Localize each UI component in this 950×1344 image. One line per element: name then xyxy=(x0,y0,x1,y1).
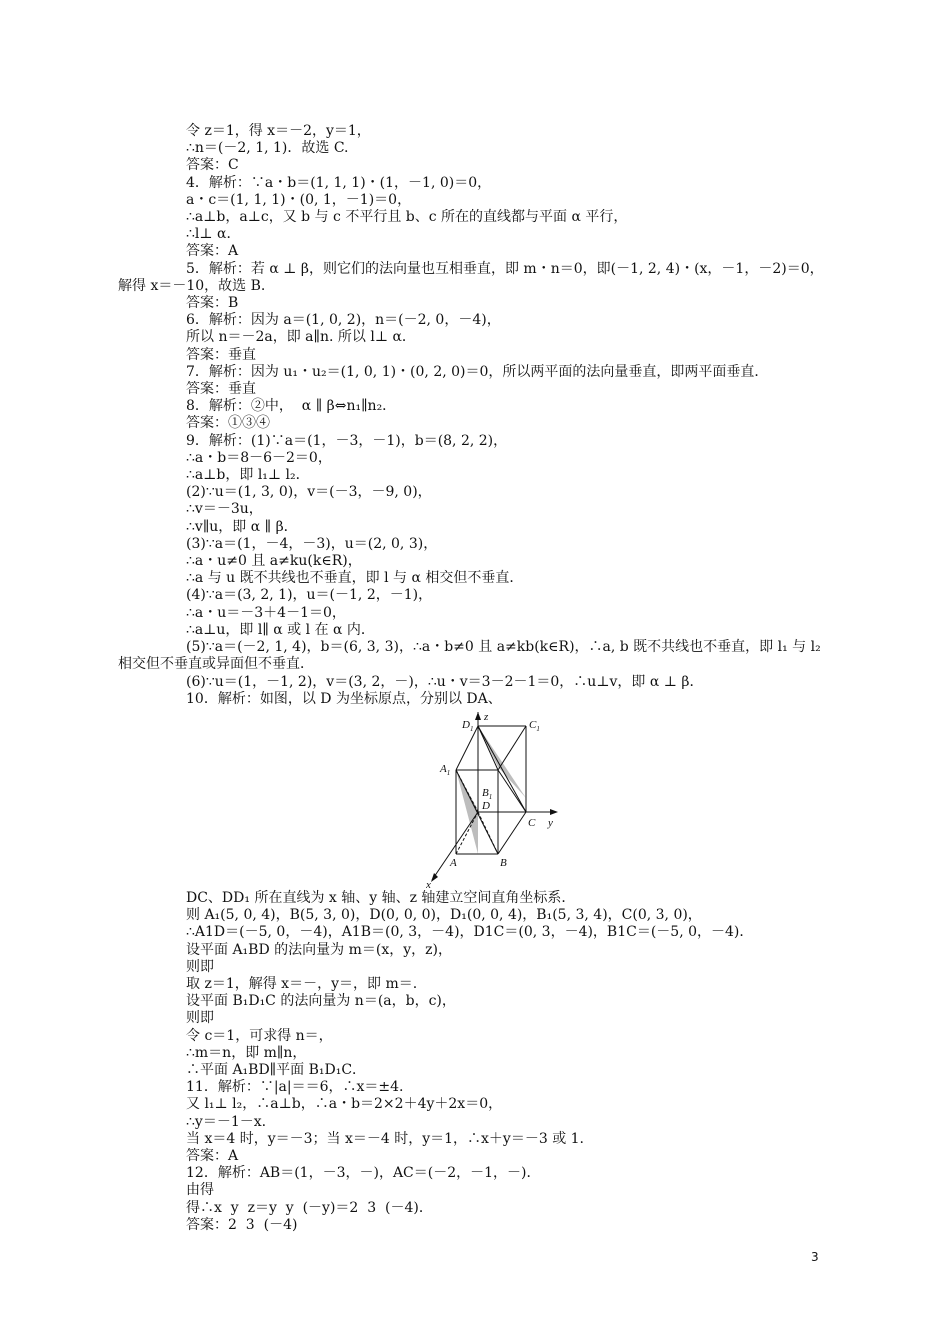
lines-after xyxy=(186,890,836,1234)
text-line: ∴a・b＝8－6－2＝0， xyxy=(186,449,332,466)
text-line: 当 x＝4 时，y＝－3；当 x＝－4 时，y＝1，∴x＋y＝－3 或 1. xyxy=(186,1130,585,1147)
text-line: DC、DD₁ 所在直线为 x 轴、y 轴、z 轴建立空间直角坐标系． xyxy=(186,889,576,906)
text-line: (4)∵a＝(3, 2, 1)，u＝(－1, 2，－1)， xyxy=(186,587,433,604)
text-line: 10．解析：如图，以 D 为坐标原点，分别以 DA、 xyxy=(186,690,502,707)
text-line: ∴a⊥b，a⊥c，又 b 与 c 不平行且 b、c 所在的直线都与平面 α 平行， xyxy=(186,209,628,226)
text-line: ∴v∥u，即 α ∥ β． xyxy=(186,518,298,535)
label-a: A xyxy=(450,856,457,869)
label-y: y xyxy=(548,816,553,829)
text-line: 则即 xyxy=(186,958,214,975)
text-line: 答案：垂直 xyxy=(186,346,256,363)
label-b1-sub: 1 xyxy=(488,792,493,801)
page-number: 3 xyxy=(811,1250,819,1264)
text-line: a・c＝(1, 1, 1)・(0, 1，－1)＝0， xyxy=(186,191,412,208)
text-line: ∴平面 A₁BD∥平面 B₁D₁C． xyxy=(186,1061,367,1078)
diag-b1c xyxy=(498,770,526,812)
text-line: 答案：A xyxy=(186,243,239,260)
document-body xyxy=(118,123,836,1234)
text-line: 5．解析：若 α ⊥ β，则它们的法向量也互相垂直，即 m・n＝0，即(－1, 2, 4)・(x，－1，－2)＝0，解得 x＝－10，故选 B. xyxy=(118,260,824,294)
text-line: 设平面 A₁BD 的法向量为 m＝(x，y，z)， xyxy=(186,941,452,958)
text-line: 得∴x y z＝y y (－y)＝2 3 (－4)． xyxy=(186,1199,433,1216)
diag-d1b1 xyxy=(478,726,498,770)
edge-a1d1 xyxy=(456,726,478,770)
text-line: 令 c＝1，可求得 n＝， xyxy=(186,1027,333,1044)
label-x: x xyxy=(426,878,431,888)
label-c1-sub: 1 xyxy=(536,724,540,733)
text-line: ∴a⊥u，即 l∥ α 或 l 在 α 内． xyxy=(186,621,375,638)
text-line: 答案：A xyxy=(186,1147,239,1164)
text-line: 12．解析：AB＝(1，－3，－)，AC＝(－2，－1，－)． xyxy=(186,1165,541,1182)
cube-diagram xyxy=(426,712,566,888)
text-line: 则即 xyxy=(186,1010,214,1027)
y-axis-arrow xyxy=(550,809,558,815)
text-line: 6．解析：因为 a＝(1, 0, 2)，n＝(－2, 0，－4)， xyxy=(186,312,501,329)
text-line: ∴a・u≠0 且 a≠ku(k∈R)， xyxy=(186,553,362,570)
shaded-triangle-left xyxy=(456,770,478,854)
x-axis-arrow xyxy=(431,873,438,882)
text-line: 11．解析：∵|a|＝＝6，∴x＝±4. xyxy=(186,1079,404,1096)
edge-bc xyxy=(498,812,526,854)
text-line: ∴v＝－3u， xyxy=(186,501,263,518)
text-line: ∴a⊥b，即 l₁⊥ l₂． xyxy=(186,467,310,484)
label-d1 xyxy=(461,719,473,733)
label-c: C xyxy=(528,816,536,829)
lines-before xyxy=(118,123,836,708)
text-line: 答案：垂直 xyxy=(186,381,256,398)
text-line: ∴n＝(－2, 1, 1)．故选 C. xyxy=(186,140,349,157)
edge-b1c1 xyxy=(498,726,526,770)
text-line: ∴a・u＝－3＋4－1＝0， xyxy=(186,604,346,621)
label-d: D xyxy=(482,799,490,812)
text-line: ∴y＝－1－x. xyxy=(186,1113,267,1130)
text-line: (2)∵u＝(1, 3, 0)，v＝(－3，－9, 0)， xyxy=(186,484,432,501)
z-axis-arrow xyxy=(475,712,481,720)
text-line: ∴l⊥ α． xyxy=(186,226,241,243)
label-b: B xyxy=(500,856,507,869)
label-b1 xyxy=(482,787,492,801)
text-line: 答案：C xyxy=(186,157,239,174)
label-c1-main: C xyxy=(529,718,537,731)
text-line: 8．解析：②中， α ∥ β⇔n₁∥n₂． xyxy=(186,398,397,415)
text-line: 所以 n＝－2a，即 a∥n. 所以 l⊥ α． xyxy=(186,329,416,346)
text-line: 取 z＝1，解得 x＝－，y＝，即 m＝. xyxy=(186,975,418,992)
text-line: 答案：B xyxy=(186,295,239,312)
text-line: 答案：①③④ xyxy=(186,415,270,432)
label-a1 xyxy=(439,763,450,777)
text-line: 4．解析：∵a・b＝(1, 1, 1)・(1，－1, 0)＝0， xyxy=(186,174,492,191)
text-line: 令 z＝1，得 x＝－2，y＝1， xyxy=(186,123,371,139)
label-a1-main: A xyxy=(440,762,447,775)
text-line: 设平面 B₁D₁C 的法向量为 n＝(a，b，c)， xyxy=(186,993,456,1010)
label-d1-sub: 1 xyxy=(469,724,474,733)
text-line: 由得 xyxy=(186,1182,214,1199)
text-line: 9．解析：(1)∵a＝(1，－3，－1)，b＝(8, 2, 2)， xyxy=(186,432,508,449)
text-line: 又 l₁⊥ l₂，∴a⊥b，∴a・b＝2×2＋4y＋2x＝0， xyxy=(186,1096,503,1113)
text-line: 答案：2 3 (－4) xyxy=(186,1216,298,1233)
text-line: 则 A₁(5, 0, 4)，B(5, 3, 0)，D(0, 0, 0)，D₁(0, 0, 4)，B₁(5, 3, 4)，C(0, 3, 0)， xyxy=(186,907,702,924)
label-d1-main: D xyxy=(462,718,470,731)
text-line: 7．解析：因为 u₁・u₂＝(1, 0, 1)・(0, 2, 0)＝0，所以两平面的法向量垂直，即两平面垂直． xyxy=(186,363,769,380)
text-line: ∴a 与 u 既不共线也不垂直，即 l 与 α 相交但不垂直． xyxy=(186,570,524,587)
text-line: ∴m＝n，即 m∥n， xyxy=(186,1044,307,1061)
text-line: (5)∵a＝(－2, 1, 4)，b＝(6, 3, 3)，∴a・b≠0 且 a≠kb(k∈R)，∴a, b 既不共线也不垂直，即 l₁ 与 l₂ 相交但不垂直或异面但不垂直． xyxy=(118,639,826,673)
text-line: (6)∵u＝(1，－1, 2)，v＝(3, 2，－)，∴u・v＝3－2－1＝0，∴u⊥v，即 α ⊥ β． xyxy=(186,673,704,690)
x-axis xyxy=(432,812,478,880)
label-c1 xyxy=(529,719,540,733)
label-a1-sub: 1 xyxy=(446,768,451,777)
cube-figure xyxy=(186,712,836,890)
label-b1-main: B xyxy=(482,786,489,799)
text-line: (3)∵a＝(1，－4，－3)，u＝(2, 0, 3)， xyxy=(186,535,438,552)
text-line: ∴A1D＝(－5, 0，－4)，A1B＝(0, 3，－4)，D1C＝(0, 3，－4)，B1C＝(－5, 0，－4)． xyxy=(186,924,754,941)
label-z: z xyxy=(484,711,489,723)
